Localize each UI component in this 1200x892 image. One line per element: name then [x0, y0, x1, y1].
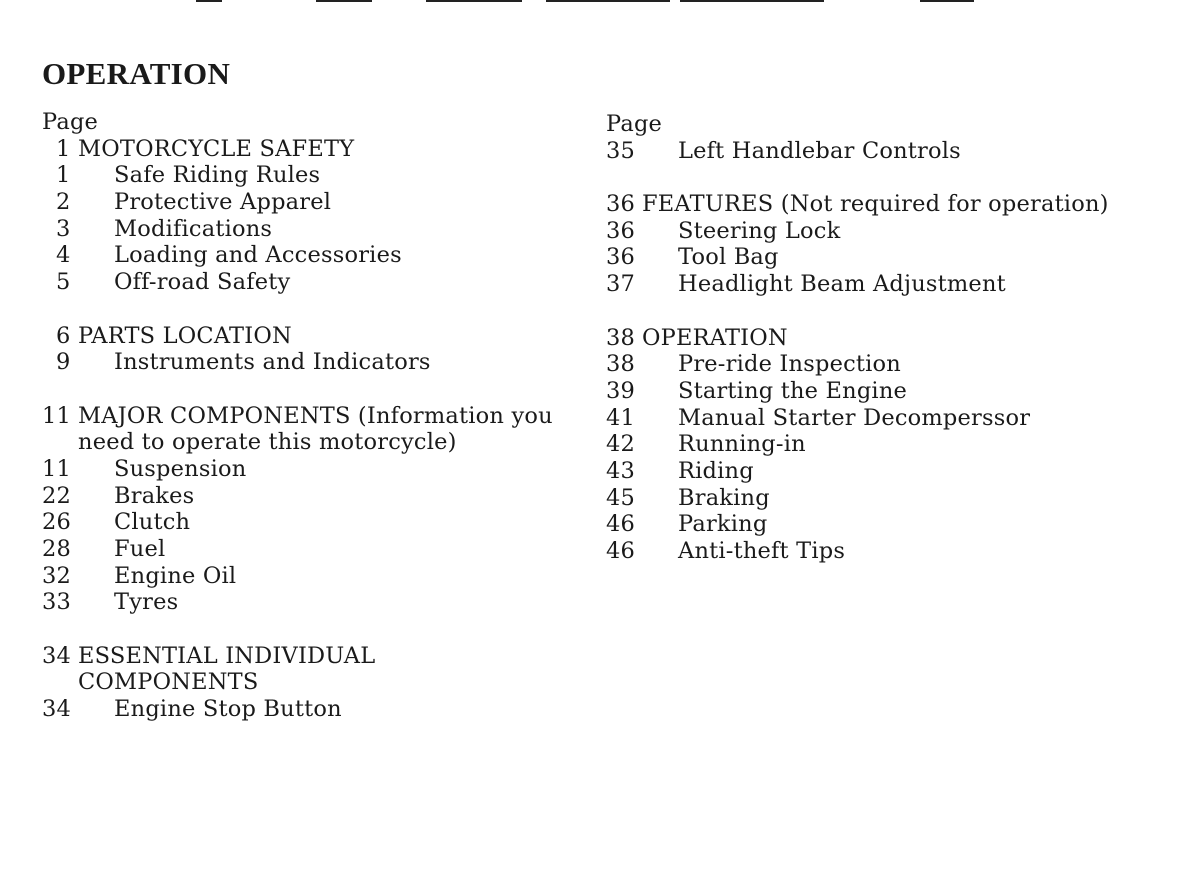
section-heading[interactable] [42, 643, 562, 670]
toc-section [606, 138, 1146, 165]
entry-title: Tyres [114, 589, 179, 616]
toc-section [42, 403, 562, 617]
toc-section [42, 136, 562, 296]
section-heading[interactable] [606, 191, 1146, 218]
entry-page-number: 4 [56, 242, 71, 269]
entry-title: Off-road Safety [114, 269, 291, 296]
toc-entry[interactable] [42, 696, 562, 723]
section-page-number: 34 [42, 642, 72, 669]
entry-title: Protective Apparel [114, 189, 332, 216]
entry-title: Loading and Accessories [114, 242, 402, 269]
section-page-number: 1 [56, 135, 71, 162]
entry-title: Tool Bag [678, 244, 779, 271]
entry-page-number: 36 [606, 244, 636, 271]
entry-page-number: 46 [606, 511, 636, 538]
entry-page-number: 32 [42, 562, 72, 589]
entry-title: Suspension [114, 455, 247, 482]
section-page-number: 11 [42, 402, 72, 429]
toc-entry[interactable] [606, 218, 1146, 245]
entry-page-number: 37 [606, 271, 636, 298]
entry-title: Brakes [114, 482, 195, 509]
toc-entry[interactable] [606, 405, 1146, 432]
entry-page-number: 38 [606, 351, 636, 378]
toc-entry[interactable] [42, 563, 562, 590]
entry-page-number: 46 [606, 538, 636, 564]
page-column-label: Page [606, 111, 663, 137]
toc-entry[interactable] [42, 269, 562, 296]
entry-title: Safe Riding Rules [114, 162, 321, 189]
entry-page-number: 26 [42, 509, 72, 536]
entry-page-number: 33 [42, 589, 72, 616]
entry-title: Engine Oil [114, 562, 237, 589]
entry-page-number: 1 [56, 162, 71, 189]
toc-section [606, 325, 1146, 565]
entry-title: Left Handlebar Controls [678, 137, 961, 164]
entry-page-number: 45 [606, 484, 636, 511]
entry-page-number: 9 [56, 349, 71, 376]
toc-entry[interactable] [606, 431, 1146, 458]
entry-page-number: 43 [606, 457, 636, 484]
entry-title: Anti-theft Tips [678, 538, 846, 564]
entry-title: Parking [678, 511, 768, 538]
toc-entry[interactable] [606, 458, 1146, 485]
toc-entry[interactable] [42, 509, 562, 536]
toc-entry[interactable] [42, 483, 562, 510]
toc-entry[interactable] [42, 189, 562, 216]
entry-title: Manual Starter Decomperssor [678, 404, 1031, 431]
toc-entry[interactable] [606, 511, 1146, 538]
entry-title: Pre-ride Inspection [678, 351, 901, 378]
toc-entry[interactable] [606, 138, 1146, 165]
entry-page-number: 28 [42, 536, 72, 562]
page-column-label: Page [42, 109, 99, 135]
page-title: OPERATION [42, 56, 231, 91]
entry-title: Running-in [678, 431, 806, 458]
entry-page-number: 22 [42, 482, 72, 509]
section-title: ESSENTIAL INDIVIDUAL [78, 642, 376, 669]
section-title: MOTORCYCLE SAFETY [78, 135, 355, 162]
entry-title: Fuel [114, 536, 166, 562]
section-title: MAJOR COMPONENTS (Information you [78, 402, 553, 429]
entry-page-number: 41 [606, 404, 636, 431]
toc-entry[interactable] [606, 244, 1146, 271]
toc-entry[interactable] [606, 378, 1146, 405]
toc-left-column [42, 109, 562, 723]
section-page-number: 36 [606, 191, 636, 218]
entry-title: Clutch [114, 509, 191, 536]
toc-entry[interactable] [42, 456, 562, 483]
toc-entry[interactable] [42, 162, 562, 189]
toc-entry[interactable] [606, 485, 1146, 512]
entry-title: Riding [678, 457, 754, 484]
toc-section [42, 643, 562, 723]
section-title: FEATURES (Not required for operation) [642, 191, 1109, 218]
entry-page-number: 3 [56, 215, 71, 242]
section-page-number: 38 [606, 324, 636, 351]
section-heading-continued [42, 669, 562, 696]
entry-page-number: 5 [56, 269, 71, 296]
toc-right-column [606, 111, 1146, 565]
entry-title: Instruments and Indicators [114, 349, 431, 376]
entry-page-number: 35 [606, 137, 636, 164]
section-page-number: 6 [56, 322, 71, 349]
entry-page-number: 42 [606, 431, 636, 458]
entry-title: Headlight Beam Adjustment [678, 271, 1006, 298]
toc-entry[interactable] [606, 538, 1146, 565]
section-title: PARTS LOCATION [78, 322, 292, 349]
toc-section [606, 191, 1146, 298]
toc-section [42, 323, 562, 376]
toc-entry[interactable] [606, 271, 1146, 298]
toc-entry[interactable] [42, 216, 562, 243]
entry-title: Braking [678, 484, 770, 511]
entry-title: Engine Stop Button [114, 696, 342, 723]
section-title-continued: COMPONENTS [78, 669, 259, 696]
section-title: OPERATION [642, 324, 788, 351]
toc-entry[interactable] [42, 349, 562, 376]
scan-edge-marks [0, 0, 1200, 4]
entry-title: Starting the Engine [678, 377, 908, 404]
entry-page-number: 39 [606, 377, 636, 404]
section-title-continued: need to operate this motorcycle) [78, 429, 457, 456]
toc-entry[interactable] [42, 242, 562, 269]
section-heading-continued [42, 429, 562, 456]
entry-title: Steering Lock [678, 217, 841, 244]
section-heading[interactable] [42, 403, 562, 430]
toc-entry[interactable] [42, 589, 562, 616]
section-heading[interactable] [42, 136, 562, 163]
entry-page-number: 34 [42, 696, 72, 723]
entry-title: Modifications [114, 215, 273, 242]
toc-entry[interactable] [42, 536, 562, 563]
toc-entry[interactable] [606, 351, 1146, 378]
entry-page-number: 2 [56, 189, 71, 216]
section-heading[interactable] [42, 323, 562, 350]
section-heading[interactable] [606, 325, 1146, 352]
entry-page-number: 36 [606, 217, 636, 244]
entry-page-number: 11 [42, 455, 72, 482]
